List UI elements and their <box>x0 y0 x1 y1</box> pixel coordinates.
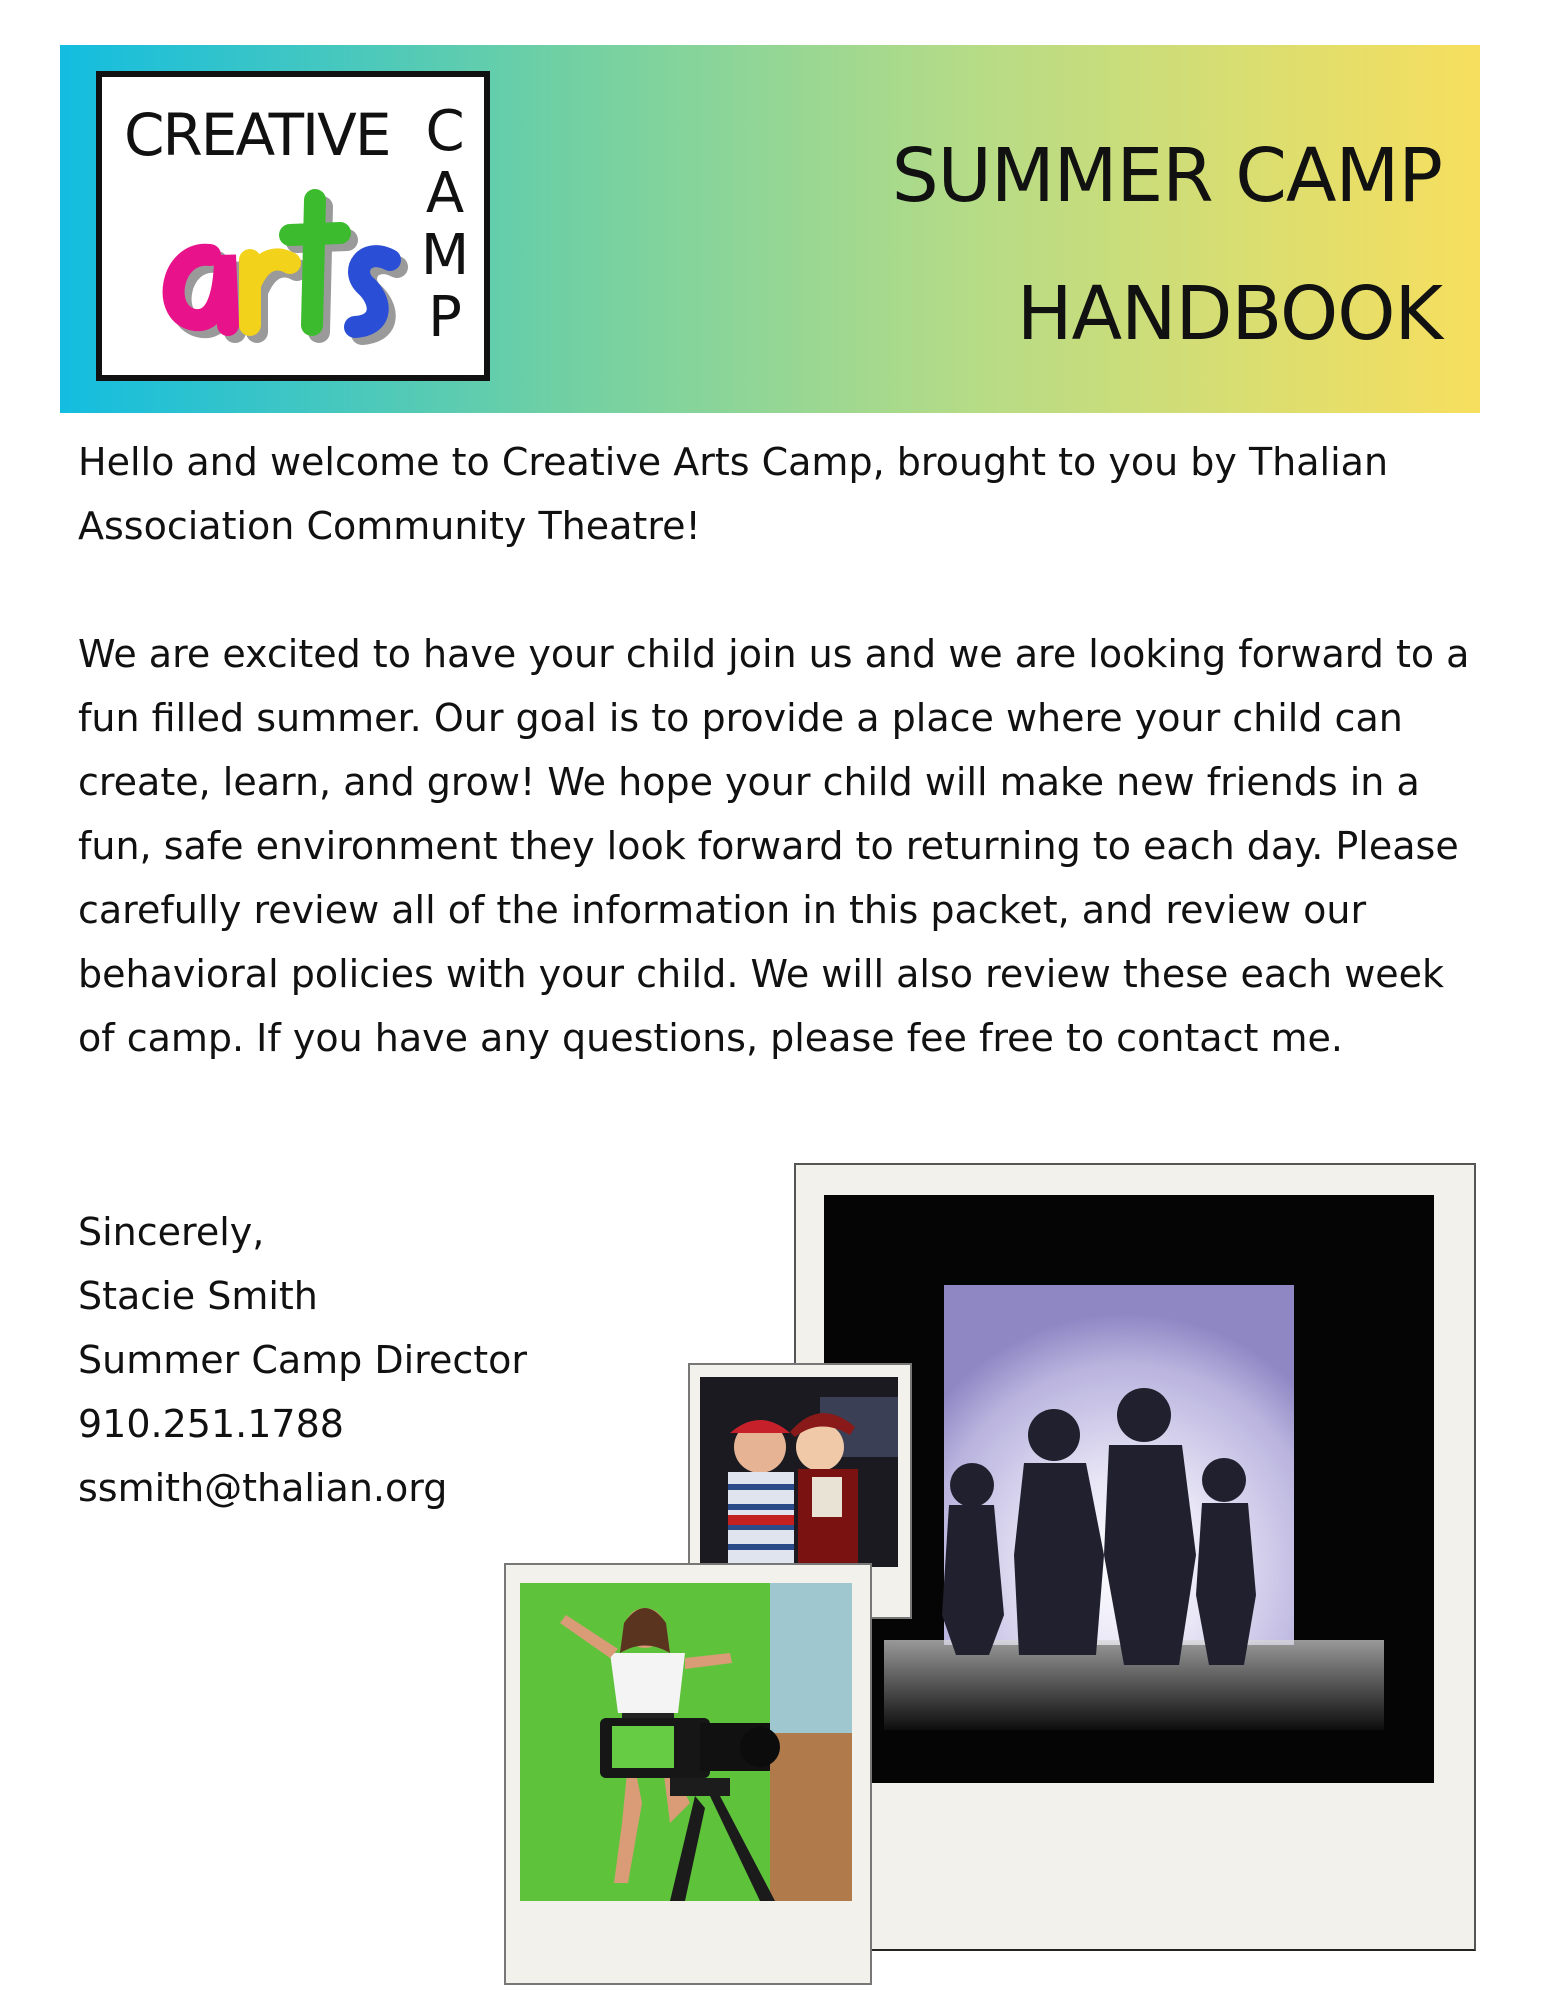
shadow-silhouettes-photo <box>824 1195 1434 1783</box>
photo-frame-medium <box>504 1563 872 1985</box>
signer-name: Stacie Smith <box>78 1274 318 1318</box>
title-line-1: SUMMER CAMP <box>891 133 1442 219</box>
green-screen-camera-photo <box>520 1583 852 1901</box>
email-address: ssmith@thalian.org <box>78 1466 448 1510</box>
signer-role: Summer Camp Director <box>78 1338 528 1382</box>
signature-block <box>78 1200 527 1520</box>
welcome-letter <box>78 430 1478 1070</box>
logo-creative-text: CREATIVE <box>124 101 390 169</box>
intro-paragraph: We are excited to have your child join us and we are looking forward to a fun filled summer. Our goal is to provide a place where your child can create, learn, and grow! We hope your child will make new friends in a fun, safe environment they look forward to returning to each day. Please carefully review all of the information in this packet, and review our behavioral policies with your child. We will also review these each week of camp. If you have any questions, please fee free to contact me. <box>78 632 1470 1060</box>
pirate-costume-photo <box>700 1377 898 1567</box>
header-banner <box>60 45 1480 413</box>
logo-camp-letter: C <box>425 99 465 164</box>
page-title <box>892 107 1442 383</box>
title-line-2: HANDBOOK <box>1016 271 1442 357</box>
logo-arts-script <box>150 155 410 355</box>
logo-camp-letters <box>420 101 470 349</box>
logo-camp-letter: M <box>420 223 470 288</box>
closing: Sincerely, <box>78 1210 265 1254</box>
phone-number: 910.251.1788 <box>78 1402 344 1446</box>
creative-arts-camp-logo <box>96 71 490 381</box>
welcome-paragraph: Hello and welcome to Creative Arts Camp, brought to you by Thalian Association Community Theatre! <box>78 440 1389 548</box>
logo-camp-letter: P <box>428 285 462 350</box>
logo-camp-letter: A <box>425 161 465 226</box>
